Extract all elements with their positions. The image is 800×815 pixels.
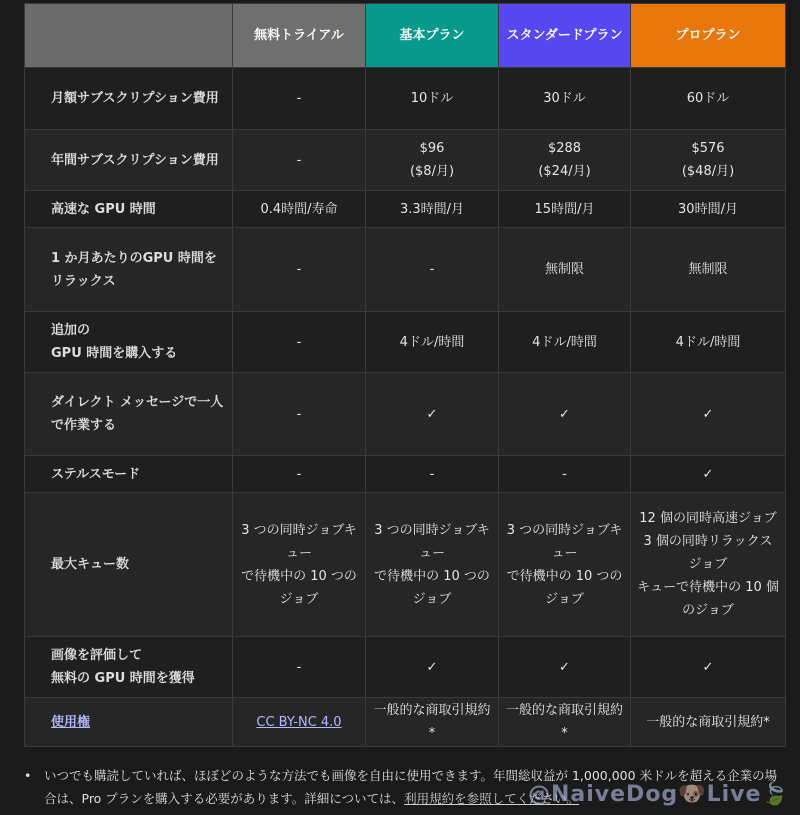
cell-free: -: [233, 228, 366, 312]
plan-comparison-table-container: [24, 3, 785, 747]
cell-pro: 12 個の同時高速ジョブ 3 個の同時リラックスジョブ キューで待機中の 10 個のジョブ: [631, 493, 786, 637]
row-label: 追加の GPU 時間を購入する: [25, 312, 233, 373]
row-label: 画像を評価して 無料の GPU 時間を獲得: [25, 637, 233, 698]
row-label: 1 か月あたりのGPU 時間をリラックス: [25, 228, 233, 312]
bullet-icon: •: [24, 768, 32, 783]
plan-header-basic: 基本プラン: [366, 4, 499, 68]
cell-basic: ✓: [366, 373, 499, 456]
plan-header-pro: プロプラン: [631, 4, 786, 68]
row-label: 月額サブスクリプション費用: [25, 68, 233, 130]
row-direct-message: [25, 373, 786, 456]
cell-standard: 3 つの同時ジョブキュー で待機中の 10 つのジョブ: [499, 493, 631, 637]
cell-standard: -: [499, 456, 631, 493]
plan-header-standard: スタンダードプラン: [499, 4, 631, 68]
row-annual-fee: [25, 130, 786, 191]
cell-free: [233, 698, 366, 747]
cell-basic: ✓: [366, 637, 499, 698]
footnote-text: いつでも購読していれば、ほぼどのような方法でも画像を自由に使用できます。年間総収益が 1,000,000 米ドルを超える企業の場合は、Pro プランを購入する必要があります。詳細については、: [44, 768, 778, 806]
cell-basic: 一般的な商取引規約*: [366, 698, 499, 747]
row-rate-images: [25, 637, 786, 698]
terms-link[interactable]: 利用規約を参照してください。: [404, 791, 580, 806]
cell-standard: ✓: [499, 637, 631, 698]
cell-free: -: [233, 373, 366, 456]
cell-basic: $96 ($8/月): [366, 130, 499, 191]
cell-pro: ✓: [631, 456, 786, 493]
cell-standard: 15時間/月: [499, 191, 631, 228]
cell-basic: -: [366, 228, 499, 312]
row-fast-gpu: [25, 191, 786, 228]
cell-free: -: [233, 456, 366, 493]
cell-pro: 30時間/月: [631, 191, 786, 228]
cell-free: 0.4時間/寿命: [233, 191, 366, 228]
cell-basic: 10ドル: [366, 68, 499, 130]
license-link[interactable]: CC BY-NC 4.0: [256, 714, 342, 730]
row-label: ダイレクト メッセージで一人で作業する: [25, 373, 233, 456]
cell-pro: $576 ($48/月): [631, 130, 786, 191]
usage-rights-link[interactable]: 使用権: [51, 714, 91, 730]
cell-pro: 無制限: [631, 228, 786, 312]
cell-pro: 60ドル: [631, 68, 786, 130]
cell-pro: 4ドル/時間: [631, 312, 786, 373]
watermark: @NaiveDog🐶Live🍃: [528, 782, 790, 807]
cell-free: 3 つの同時ジョブキュー で待機中の 10 つのジョブ: [233, 493, 366, 637]
row-extra-gpu: [25, 312, 786, 373]
row-label-cell: [25, 698, 233, 747]
row-label: ステルスモード: [25, 456, 233, 493]
plan-header-free: 無料トライアル: [233, 4, 366, 68]
cell-free: -: [233, 312, 366, 373]
row-label: 年間サブスクリプション費用: [25, 130, 233, 191]
cell-standard: ✓: [499, 373, 631, 456]
cell-standard: 無制限: [499, 228, 631, 312]
row-stealth-mode: [25, 456, 786, 493]
row-monthly-fee: [25, 68, 786, 130]
plan-comparison-table: [24, 3, 786, 747]
row-max-queue: [25, 493, 786, 637]
header-corner: [25, 4, 233, 68]
cell-basic: 4ドル/時間: [366, 312, 499, 373]
cell-free: -: [233, 130, 366, 191]
row-label: 高速な GPU 時間: [25, 191, 233, 228]
cell-standard: 4ドル/時間: [499, 312, 631, 373]
cell-basic: 3.3時間/月: [366, 191, 499, 228]
cell-free: -: [233, 637, 366, 698]
cell-basic: 3 つの同時ジョブキュー で待機中の 10 つのジョブ: [366, 493, 499, 637]
cell-pro: 一般的な商取引規約*: [631, 698, 786, 747]
row-label: 最大キュー数: [25, 493, 233, 637]
row-relax-gpu: [25, 228, 786, 312]
cell-pro: ✓: [631, 373, 786, 456]
cell-standard: $288 ($24/月): [499, 130, 631, 191]
cell-pro: ✓: [631, 637, 786, 698]
cell-standard: 30ドル: [499, 68, 631, 130]
cell-free: -: [233, 68, 366, 130]
cell-standard: 一般的な商取引規約*: [499, 698, 631, 747]
cell-basic: -: [366, 456, 499, 493]
row-usage-rights: [25, 698, 786, 747]
